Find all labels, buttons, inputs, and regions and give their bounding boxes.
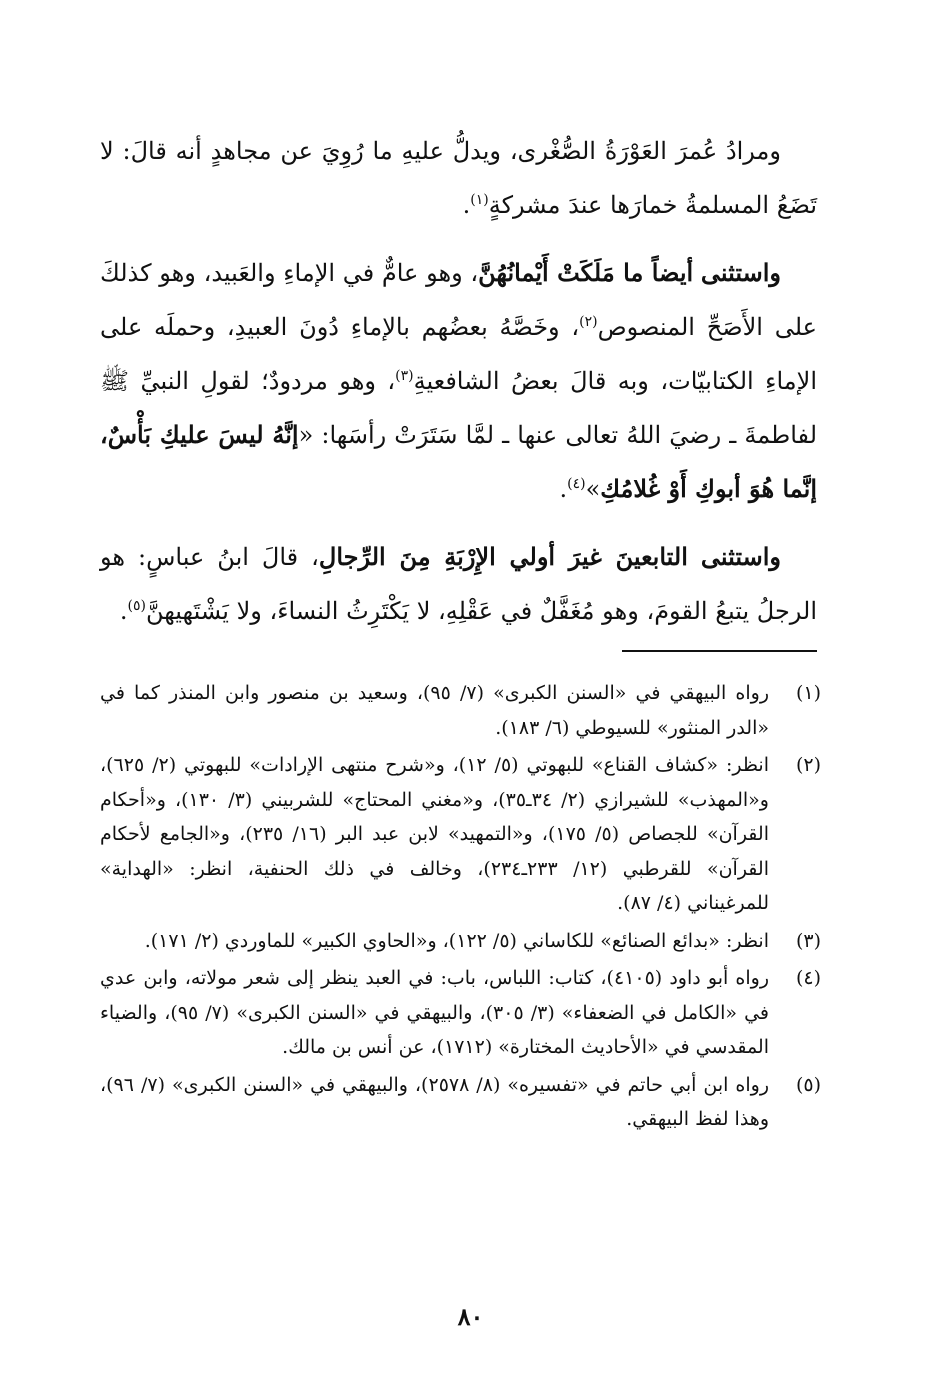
footnote-number: (٥) [795, 1073, 821, 1096]
main-text [100, 124, 817, 638]
footnote-text: رواه ابن أبي حاتم في «تفسيره» (٨/ ٢٥٧٨)، والبيهقي في «السنن الكبرى» (٧/ ٩٦)، وهذا لفظ البيهقي. [100, 1073, 769, 1130]
footnote-item [100, 1068, 821, 1137]
footnote-text: انظر: «كشاف القناع» للبهوتي (٥/ ١٢)، و«شرح منتهى الإرادات» للبهوتي (٢/ ٦٢٥)، و«المهذب» للشيرازي (٢/ ٣٤ـ٣٥)، و«مغني المحتاج» للشربيني (٣/ ١٣٠)، و«أحكام القرآن» للجصاص (٥/ ١٧٥)، و«التمهيد» لابن عبد البر (١٦/ ٢٣٥)، و«الجامع لأحكام القرآن» للقرطبي (١٢/ ٢٣٣ـ٢٣٤)، وخالف في ذلك الحنفية، انظر: «الهداية» للمرغيناني (٤/ ٨٧). [100, 754, 769, 914]
footnote-text: رواه أبو داود (٤١٠٥)، كتاب: اللباس، باب: في العبد ينظر إلى شعر مولاته، وابن عدي في «الكامل في الضعفاء» (٣/ ٣٠٥)، والبيهقي في «السنن الكبرى» (٧/ ٩٥)، والضياء المقدسي في «الأحاديث المختارة» (١٧١٢)، عن أنس بن مالك. [100, 967, 770, 1058]
footnote-text: رواه البيهقي في «السنن الكبرى» (٧/ ٩٥)، وسعيد بن منصور وابن المنذر كما في «الدر المنثور» للسيوطي (٦/ ١٨٣). [100, 682, 769, 739]
quran-quote-2: التابعينَ غيرَ أولي الإِرْبَةِ مِنَ الرِّجالِ [318, 542, 688, 571]
paragraph-2 [100, 246, 817, 516]
paragraph-1-end: . [462, 191, 471, 219]
paragraph-2-middle-3: ، وهو مردودٌ؛ لقولِ النبيِّ ﷺ لفاطمةَ ـ رضيَ اللهُ تعالى عنها ـ لمَّا سَتَرَتْ رأسَها: « [100, 367, 818, 449]
paragraph-3-middle: ، قالَ ابنُ عباسٍ: هو الرجلُ يتبعُ القومَ، وهو مُغَفَّلٌ في عَقْلِهِ، لا يَكْتَرِثُ النساءَ، ولا يَشْتَهيهنَّ [100, 543, 817, 625]
footnote-item [100, 961, 821, 1065]
paragraph-3-end: . [119, 597, 128, 625]
paragraph-3 [100, 530, 817, 638]
footnote-ref-4: (٤) [567, 476, 586, 492]
footnote-ref-2: (٢) [579, 314, 598, 330]
paragraph-2-middle-2: ، وخَصَّهُ بعضُهم بالإماءِ دُونَ العبيدِ، وحملَه على الإماءِ الكتابيّات، وبه قالَ بعضُ الشافعيةِ [100, 313, 817, 395]
paragraph-2-start: واستثنى [700, 258, 781, 287]
footnote-separator [622, 650, 817, 652]
footnotes [100, 676, 821, 1140]
hadith-quote: إنَّهُ ليسَ عليكِ بَأْسٌ، إنَّما هُوَ أبوكِ أَوْ غُلامُكِ [100, 420, 817, 503]
page-number: ٨٠ [457, 1302, 484, 1331]
hadith-quote-close: » [585, 475, 601, 503]
footnote-item [100, 676, 821, 745]
quran-quote-1: أيضاً ما مَلَكَتْ أَيْمانُهُنَّ [478, 258, 694, 287]
footnote-number: (٤) [795, 967, 821, 989]
footnote-ref-5: (٥) [127, 598, 146, 614]
footnote-number: (٢) [795, 754, 821, 776]
footnote-item [100, 924, 821, 959]
footnote-ref-1: (١) [470, 192, 489, 208]
paragraph-1-text: ومرادُ عُمرَ العَوْرَةُ الصُّغْرى، ويدلُّ عليهِ ما رُوِيَ عن مجاهدٍ أنه قالَ: لا تَضَعُ المسلمةُ خمارَها عندَ مشركةٍ [100, 137, 817, 219]
paragraph-2-middle: ، وهو عامٌّ في الإماءِ والعَبيد، وهو كذلكَ على الأَصَحِّ المنصوص [100, 259, 818, 341]
footnote-item [100, 748, 821, 921]
paragraph-1 [100, 124, 817, 232]
paragraph-2-end: . [559, 475, 568, 503]
paragraph-3-start: واستثنى [700, 542, 781, 571]
footnote-number: (٣) [795, 929, 821, 952]
footnote-number: (١) [795, 682, 821, 704]
footnote-text: انظر: «بدائع الصنائع» للكاساني (٥/ ١٢٢)، و«الحاوي الكبير» للماوردي (٢/ ١٧١). [144, 929, 769, 952]
footnote-ref-3: (٣) [395, 368, 414, 384]
